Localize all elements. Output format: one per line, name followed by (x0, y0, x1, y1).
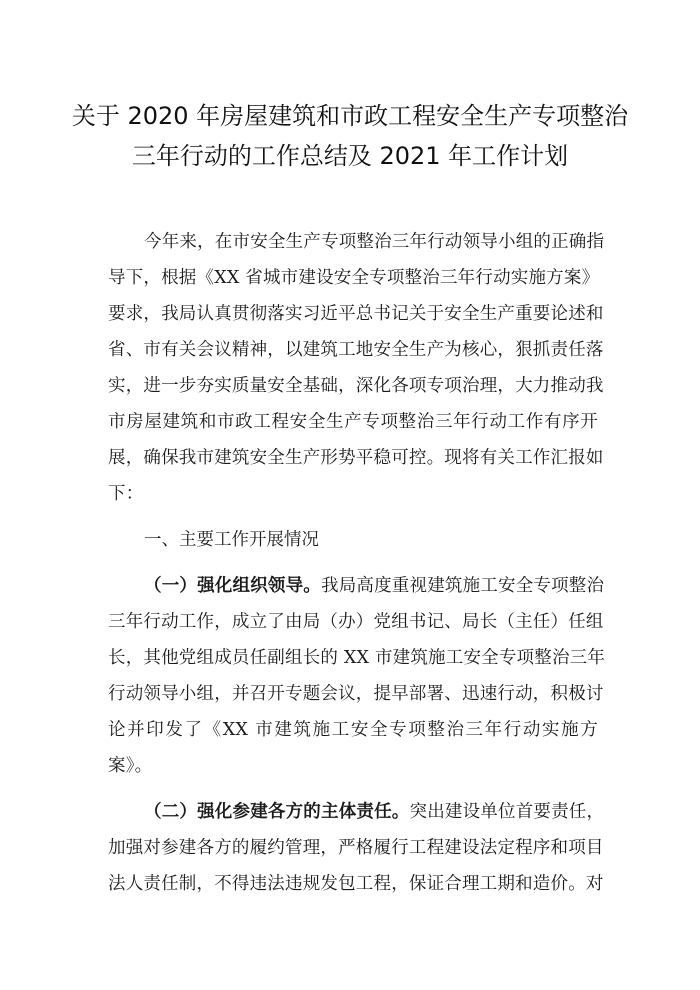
document-title-line-2: 三年行动的工作总结及 2021 年工作计划 (131, 142, 569, 170)
document-title-line-1: 关于 2020 年房屋建筑和市政工程安全生产专项整治 (71, 102, 629, 130)
intro-line: 要求，我局认真贯彻落实习近平总书记关于安全生产重要论述和 (108, 304, 604, 324)
item-1-first-line (144, 574, 605, 598)
intro-line: 今年来，在市安全生产专项整治三年行动领导小组的正确指 (144, 232, 605, 252)
item-1-line: 行动领导小组，并召开专题会议，提早部署、迅速行动，积极讨 (108, 684, 604, 704)
item-1-line: 长，其他党组成员任副组长的 XX 市建筑施工安全专项整治三年 (108, 648, 606, 668)
intro-line: 省、市有关会议精神，以建筑工地安全生产为核心，狠抓责任落 (108, 340, 604, 360)
intro-line: 市房屋建筑和市政工程安全生产专项整治三年行动工作有序开 (108, 412, 598, 432)
item-2-lead: （二）强化参建各方的主体责任。 (144, 802, 410, 822)
intro-line: 展，确保我市建筑安全生产形势平稳可控。现将有关工作汇报如 (108, 448, 604, 468)
item-1-line: 论并印发了《XX 市建筑施工安全专项整治三年行动实施方 (108, 720, 598, 740)
intro-line: 导下，根据《XX 省城市建设安全专项整治三年行动实施方案》 (108, 268, 600, 288)
item-2-first-line-text: 突出建设单位首要责任， (409, 802, 605, 822)
item-1-lead: （一）强化组织领导。 (144, 576, 321, 596)
item-1-first-line-text: 我局高度重视建筑施工安全专项整治 (321, 576, 605, 596)
item-2-first-line (144, 800, 605, 824)
item-1-line: 三年行动工作，成立了由局（办）党组书记、局长（主任）任组 (108, 612, 604, 632)
item-2-line: 加强对参建各方的履约管理，严格履行工程建设法定程序和项目 (108, 838, 604, 858)
intro-line: 下： (108, 484, 144, 504)
intro-line: 实，进一步夯实质量安全基础，深化各项专项治理，大力推动我 (108, 376, 604, 396)
item-1-line: 案》。 (108, 756, 153, 776)
item-2-line: 法人责任制，不得违法违规发包工程，保证合理工期和造价。对 (108, 874, 604, 894)
section-heading: 一、主要工作开展情况 (144, 530, 319, 550)
